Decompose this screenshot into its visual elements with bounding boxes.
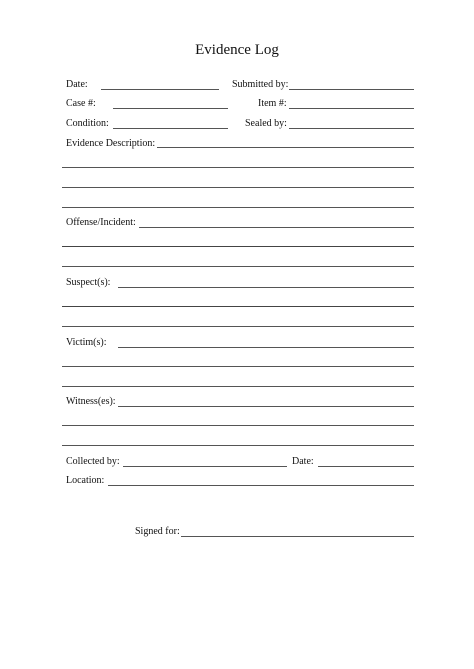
- signed-for-label: Signed for:: [135, 526, 180, 537]
- submitted-by-field[interactable]: [289, 89, 414, 90]
- location-label: Location:: [66, 475, 105, 486]
- case-number-field[interactable]: [113, 108, 228, 109]
- victims-label: Victim(s):: [66, 337, 107, 348]
- suspects-line[interactable]: [62, 326, 414, 327]
- witnesses-line[interactable]: [62, 445, 414, 446]
- collected-date-label: Date:: [292, 456, 314, 467]
- witnesses-field[interactable]: [118, 406, 414, 407]
- location-field[interactable]: [108, 485, 414, 486]
- condition-label: Condition:: [66, 118, 109, 129]
- suspects-field[interactable]: [118, 287, 414, 288]
- evidence-description-field[interactable]: [157, 147, 414, 148]
- collected-by-field[interactable]: [123, 466, 287, 467]
- evidence-description-line[interactable]: [62, 207, 414, 208]
- suspects-line[interactable]: [62, 306, 414, 307]
- evidence-description-label: Evidence Description:: [66, 138, 156, 149]
- offense-incident-line[interactable]: [62, 246, 414, 247]
- victims-field[interactable]: [118, 347, 414, 348]
- witnesses-line[interactable]: [62, 425, 414, 426]
- item-number-field[interactable]: [289, 108, 414, 109]
- evidence-description-line[interactable]: [62, 167, 414, 168]
- collected-by-label: Collected by:: [66, 456, 120, 467]
- victims-line[interactable]: [62, 366, 414, 367]
- date-label: Date:: [66, 79, 88, 90]
- signed-for-field[interactable]: [181, 536, 414, 537]
- evidence-description-line[interactable]: [62, 187, 414, 188]
- case-number-label: Case #:: [66, 98, 96, 109]
- submitted-by-label: Submitted by:: [232, 79, 289, 90]
- witnesses-label: Witness(es):: [66, 396, 116, 407]
- victims-line[interactable]: [62, 386, 414, 387]
- date-field[interactable]: [101, 89, 219, 90]
- offense-incident-field[interactable]: [139, 227, 414, 228]
- offense-incident-label: Offense/Incident:: [66, 217, 136, 228]
- item-number-label: Item #:: [258, 98, 287, 109]
- sealed-by-label: Sealed by:: [245, 118, 287, 129]
- sealed-by-field[interactable]: [289, 128, 414, 129]
- suspects-label: Suspect(s):: [66, 277, 111, 288]
- condition-field[interactable]: [113, 128, 228, 129]
- collected-date-field[interactable]: [318, 466, 414, 467]
- offense-incident-line[interactable]: [62, 266, 414, 267]
- page-title: Evidence Log: [195, 42, 279, 58]
